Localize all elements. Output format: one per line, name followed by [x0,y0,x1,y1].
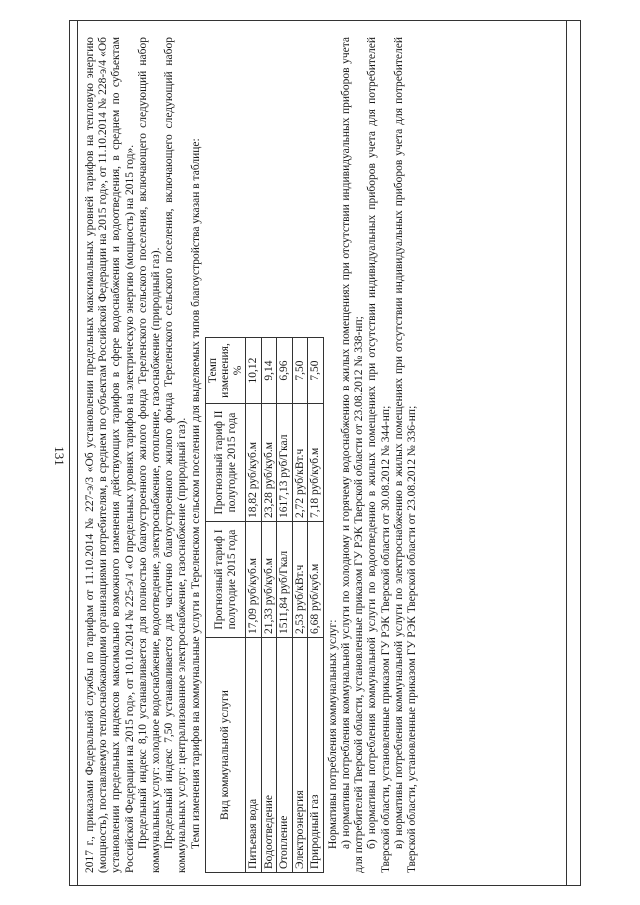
cell-change-rate: 6,96 [277,338,293,404]
cell-service: Природный газ [308,638,324,873]
table-row [308,338,324,873]
table-row [261,338,277,873]
page-frame [69,20,581,886]
table-row [246,338,262,873]
page-number: 131 [52,446,67,466]
cell-tariff-h1: 2,53 руб/кВт.ч [292,522,308,638]
document-body [70,21,580,885]
paragraph-norm-water: а) нормативы потребления коммунальной услуги по холодному и горячему водоснабжению в жилых помещениях при отсутствии индивидуальных приборов учета для потребителей Тверской области, установленные приказом ГУ РЭК Тверской области от 23.08.2012 № 338-нп; [340,37,366,873]
header-tariff-h2: Прогнозный тариф II полугодие 2015 года [205,404,246,522]
cell-service: Питьевая вода [246,638,262,873]
paragraph-table-intro: Темп изменения тарифов на коммунальные услуги в Тереленском сельском поселении для выделяемых типов благоустройства указан в таблице: [189,138,202,849]
tariff-table [205,337,324,873]
table-row [292,338,308,873]
paragraph-norms-heading: Нормативы потребления коммунальных услуг: [326,619,339,849]
cell-change-rate: 7,50 [308,338,324,404]
table-header-row [205,338,246,873]
paragraph-norm-drainage: б) нормативы потребления коммунальной услуги по водоотведению в жилых помещениях при отсутствии индивидуальных приборов учета для потребителей Тверской области, установленные приказом ГУ РЭК Тверской области от 30.08.2012 № 344-нп; [366,37,392,873]
paragraph-norm-electricity: в) нормативы потребления коммунальной услуги по электроснабжению в жилых помещениях при отсутствии индивидуальных приборов учета для потребителей Тверской области, установленные приказом ГУ РЭК Тверской области от 23.08.2012 № 336-нп; [392,37,419,873]
table-row [277,338,293,873]
cell-tariff-h2: 7,18 руб/куб.м [308,404,324,522]
cell-change-rate: 9,14 [261,338,277,404]
header-change-rate: Темп изменения, % [205,338,246,404]
cell-change-rate: 7,50 [292,338,308,404]
cell-tariff-h1: 6,68 руб/куб.м [308,522,324,638]
cell-service: Водоотведение [261,638,277,873]
cell-service: Отопление [277,638,293,873]
cell-tariff-h1: 17,09 руб/куб.м [246,522,262,638]
cell-tariff-h2: 18,82 руб/куб.м [246,404,262,522]
header-service-type: Вид коммунальной услуги [205,638,246,873]
cell-tariff-h2: 23,28 руб/куб.м [261,404,277,522]
cell-service: Электроэнергия [292,638,308,873]
cell-tariff-h1: 1511,84 руб/Гкал [277,522,293,638]
cell-tariff-h2: 1617,13 руб/Гкал [277,404,293,522]
cell-change-rate: 10,12 [246,338,262,404]
paragraph-index-full: Предельный индекс 8,10 устанавливается для полностью благоустроенного жилого фонда Тереленского сельского поселения, включающего следующий набор коммунальных услуг: холодное водоснабжение, водоотведение, электроснабжение, отопление, газоснабжение (природный газ). [136,37,163,873]
cell-tariff-h1: 21,33 руб/куб.м [261,522,277,638]
header-tariff-h1: Прогнозный тариф I полугодие 2015 года [205,522,246,638]
paragraph-intro: 2017 г., приказами Федеральной службы по тарифам от 11.10.2014 № 227-э/3 «Об установлении предельных максимальных уровней тарифов на тепловую энергию (мощность), поставляемую теплоснабжающими организациями потребителям, в среднем по субъектам Российской Федерации на 2015 год», от 11.10.2014 № 228-э/4 «Об установлении предельных индексов максимально возможного изменения действующих тарифов в сфере водоснабжения и водоотведения, в среднем по субъектам Российской Федерации на 2015 год», от 10.10.2014 № 225-э/1 «О предельных уровнях тарифов на электрическую энергию (мощность) на 2015 год». [84,37,136,873]
paragraph-index-partial: Предельный индекс 7,50 устанавливается для частично благоустроенного жилого фонда Тереленского сельского поселения, включающего следующий набор коммунальных услуг: централизованное электроснабжение, газоснабжение (природный газ). [163,37,189,873]
cell-tariff-h2: 2,72 руб/кВт.ч [292,404,308,522]
